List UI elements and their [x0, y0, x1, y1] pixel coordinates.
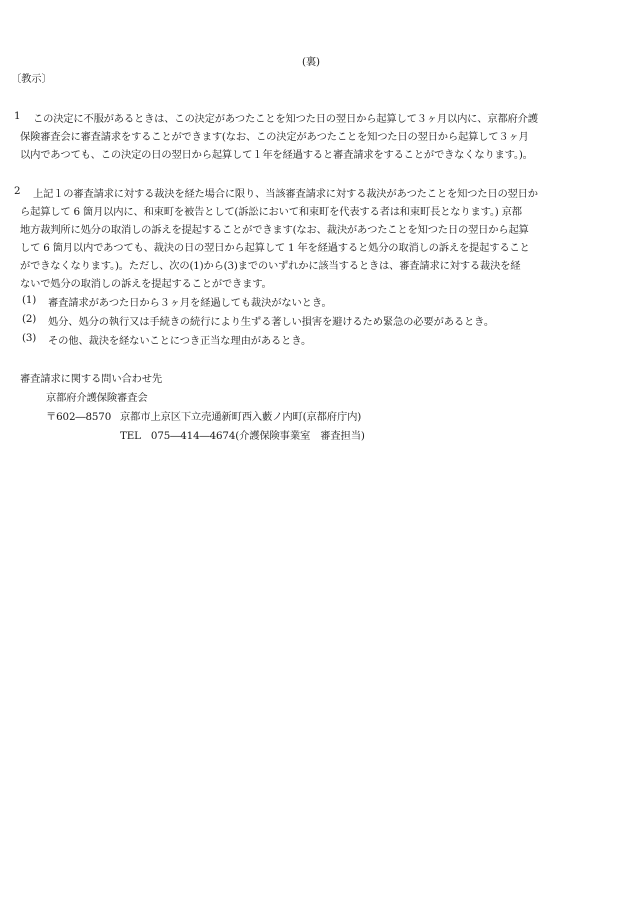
- contact-tel: TEL 075―414―4674(介護保険事業室 審査担当): [120, 430, 365, 442]
- item-2-number: 2: [14, 185, 21, 197]
- side-label: (裏): [302, 56, 320, 68]
- item-1-line: 保険審査会に審査請求をすることができます(なお、この決定があつたことを知つた日の翌日から起算して３ヶ月: [20, 131, 529, 143]
- subitem-1-text: 審査請求があつた日から３ヶ月を経過しても裁決がないとき。: [48, 297, 332, 309]
- subitem-3-text: その他、裁決を経ないことにつき正当な理由があるとき。: [48, 335, 312, 347]
- item-2-line: ができなくなります。)。ただし、次の(1)から(3)までのいずれかに該当するときは、審査請求に対する裁決を経: [20, 260, 521, 272]
- contact-title: 審査請求に関する問い合わせ先: [20, 373, 163, 385]
- notice-heading: 〔教示〕: [11, 73, 52, 85]
- item-2-line: ないで処分の取消しの訴えを提起することができます。: [20, 278, 272, 290]
- subitem-2-number: (2): [22, 313, 37, 325]
- item-1-number: 1: [14, 110, 21, 122]
- item-2-line: ら起算して 6 箇月以内に、和束町を被告として(訴訟において和束町を代表する者は和束町長となります。) 京都: [20, 206, 522, 218]
- item-1-line: この決定に不服があるときは、この決定があつたことを知つた日の翌日から起算して３ヶ月以内に、京都府介護: [33, 113, 538, 125]
- item-2-line: して 6 箇月以内であつても、裁決の日の翌日から起算して 1 年を経過すると処分の取消しの訴えを提起すること: [20, 242, 530, 254]
- item-1-line: 以内であつても、この決定の日の翌日から起算して１年を経過すると審査請求をすることができなくなります。)。: [20, 149, 533, 161]
- subitem-1-number: (1): [22, 294, 37, 306]
- contact-postal: 〒602―8570: [46, 411, 112, 423]
- subitem-2-text: 処分、処分の執行又は手続きの続行により生ずる著しい損害を避けるため緊急の必要があるとき。: [48, 316, 495, 328]
- subitem-3-number: (3): [22, 332, 37, 344]
- contact-org: 京都府介護保険審査会: [46, 392, 148, 404]
- item-2-line: 地方裁判所に処分の取消しの訴えを提起することができます(なお、裁決があつたことを知つた日の翌日から起算: [20, 224, 529, 236]
- item-2-line: 上記１の審査請求に対する裁決を経た場合に限り、当該審査請求に対する裁決があつたことを知つた日の翌日か: [33, 188, 538, 200]
- contact-address: 京都市上京区下立売通新町西入藪ノ内町(京都府庁内): [120, 411, 362, 423]
